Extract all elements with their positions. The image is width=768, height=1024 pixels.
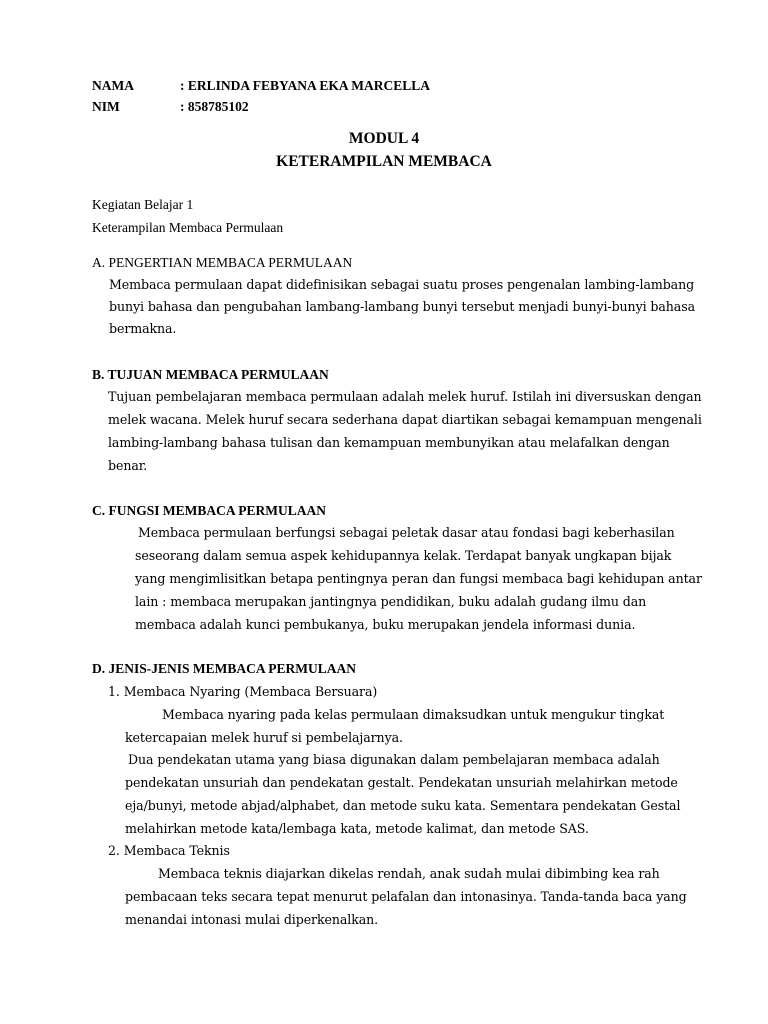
page-title: MODUL 4 [348, 130, 420, 147]
kegiatan-title: Kegiatan Belajar 1 [92, 197, 194, 212]
nama-value: : ERLINDA FEBYANA EKA MARCELLA [180, 78, 431, 93]
section-c-line: seseorang dalam semua aspek kehidupannya kelak. Terdapat banyak ungkapan bijak [135, 548, 672, 563]
section-a-heading: A. PENGERTIAN MEMBACA PERMULAAN [92, 255, 353, 270]
section-c-line: Membaca permulaan berfungsi sebagai peletak dasar atau fondasi bagi keberhasilan [138, 525, 675, 540]
section-c-line: yang mengimlisitkan betapa pentingnya peran dan fungsi membaca bagi kehidupan antar [135, 571, 702, 586]
section-b-line: lambing-lambang bahasa tulisan dan kemampuan membunyikan atau melafalkan dengan [108, 435, 670, 450]
list-item-line: Membaca teknis diajarkan dikelas rendah, anak sudah mulai dibimbing kea rah [158, 866, 660, 881]
section-b-line: benar. [108, 458, 148, 473]
section-b-line: Tujuan pembelajaran membaca permulaan adalah melek huruf. Istilah ini diversuskan dengan [108, 389, 702, 404]
kegiatan-subtitle: Keterampilan Membaca Permulaan [92, 220, 284, 235]
section-b-heading: B. TUJUAN MEMBACA PERMULAAN [92, 367, 329, 382]
section-c-heading: C. FUNGSI MEMBACA PERMULAAN [92, 503, 326, 518]
list-item-line: melahirkan metode kata/lembaga kata, metode kalimat, dan metode SAS. [125, 821, 589, 836]
list-item-title: 1. Membaca Nyaring (Membaca Bersuara) [108, 684, 378, 699]
section-a-line: Membaca permulaan dapat didefinisikan sebagai suatu proses pengenalan lambing-lambang [109, 277, 695, 292]
page-subtitle: KETERAMPILAN MEMBACA [276, 153, 492, 170]
section-d-heading: D. JENIS-JENIS MEMBACA PERMULAAN [92, 661, 357, 676]
section-c-line: membaca adalah kunci pembukanya, buku merupakan jendela informasi dunia. [135, 617, 636, 632]
nim-label: NIM [92, 99, 120, 114]
section-c-line: lain : membaca merupakan jantingnya pendidikan, buku adalah gudang ilmu dan [135, 594, 647, 609]
section-b-line: melek wacana. Melek huruf secara sederhana dapat diartikan sebagai kemampuan mengenali [108, 412, 702, 427]
list-item-line: Membaca nyaring pada kelas permulaan dimaksudkan untuk mengukur tingkat [162, 707, 665, 722]
nama-label: NAMA [92, 78, 134, 93]
list-item-line: menandai intonasi mulai diperkenalkan. [125, 912, 379, 927]
list-item-line: pembacaan teks secara tepat menurut pelafalan dan intonasinya. Tanda-tanda baca yang [125, 889, 687, 904]
section-a-line: bunyi bahasa dan pengubahan lambang-lambang bunyi tersebut menjadi bunyi-bunyi bahasa [109, 299, 695, 314]
list-item-title: 2. Membaca Teknis [108, 843, 230, 858]
nim-value: : 858785102 [180, 99, 249, 114]
list-item-line: pendekatan unsuriah dan pendekatan gestalt. Pendekatan unsuriah melahirkan metode [125, 775, 678, 790]
list-item-line: ketercapaian melek huruf si pembelajarnya. [125, 730, 403, 745]
list-item-line: Dua pendekatan utama yang biasa digunakan dalam pembelajaran membaca adalah [128, 752, 660, 767]
section-a-line: bermakna. [109, 321, 177, 336]
list-item-line: eja/bunyi, metode abjad/alphabet, dan metode suku kata. Sementara pendekatan Gestal [125, 798, 681, 813]
